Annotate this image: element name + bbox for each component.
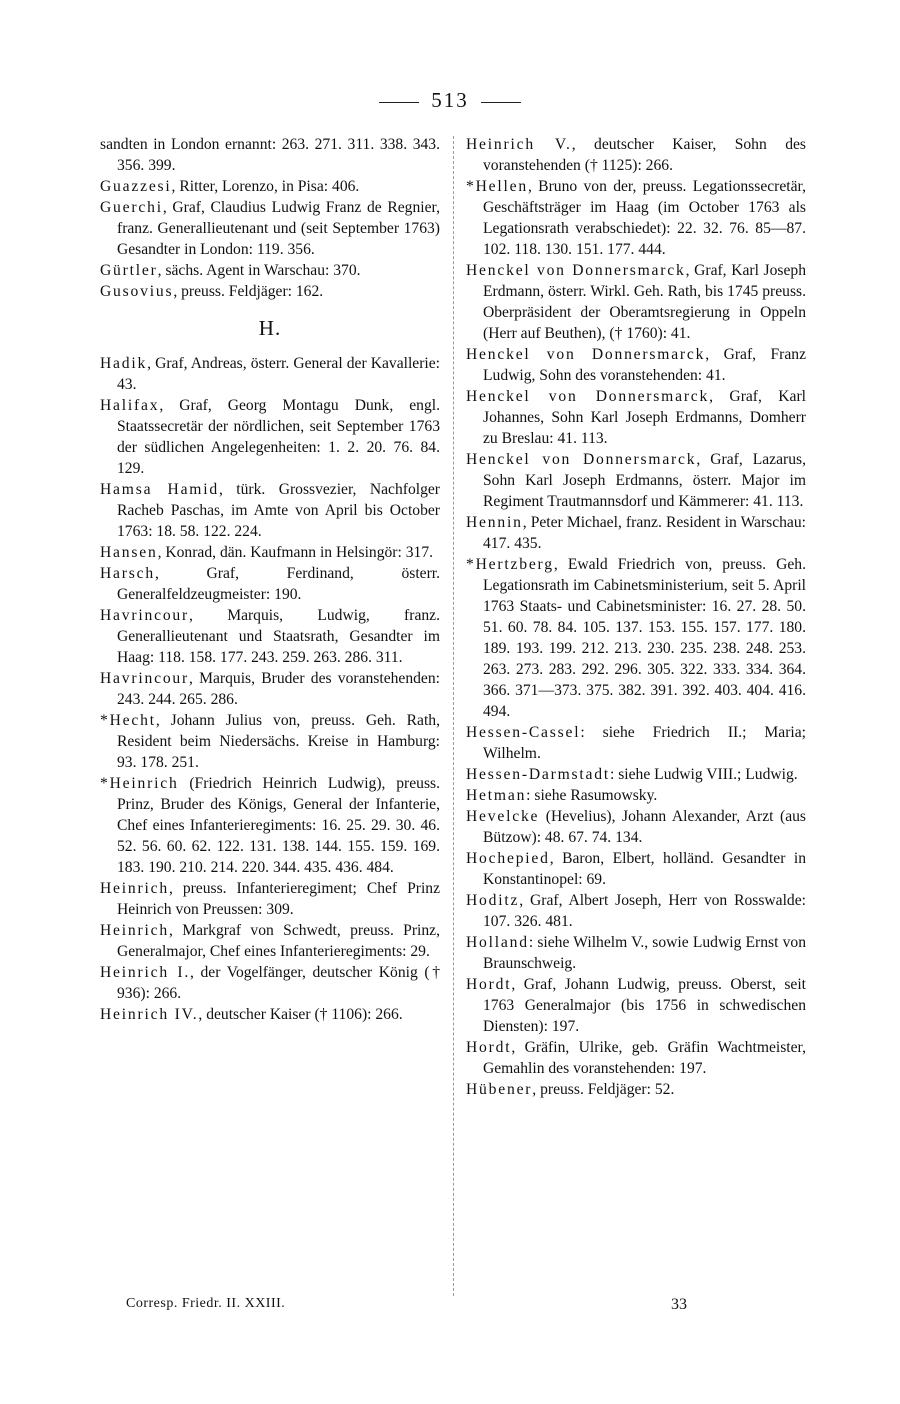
index-entry [466, 344, 806, 386]
entry-keyword: *Hellen [466, 178, 528, 195]
entry-keyword: *Hecht [100, 712, 156, 729]
footer-signature: Corresp. Friedr. II. XXIII. [126, 1296, 286, 1311]
entry-keyword: Hübener [466, 1081, 533, 1098]
entry-keyword: Heinrich I. [100, 964, 191, 981]
left-entries-after [100, 353, 440, 1025]
entry-keyword: Henckel von Donnersmarck [466, 262, 686, 279]
index-entry [466, 176, 806, 260]
entry-keyword: Hochepied [466, 850, 550, 867]
index-entry [100, 542, 440, 563]
entry-keyword: Henckel von Donnersmarck [466, 451, 697, 468]
entry-text: , deutscher Kaiser († 1106): 266. [198, 1006, 403, 1023]
entry-text: , sächs. Agent in Warschau: 370. [157, 262, 361, 279]
entry-keyword: Harsch [100, 565, 155, 582]
section-heading: H. [258, 316, 282, 340]
index-entry [466, 134, 806, 176]
entry-keyword: Heinrich IV. [100, 1006, 199, 1023]
index-entry [100, 563, 440, 605]
index-entry [100, 878, 440, 920]
entry-text: , Markgraf von Schwedt, preuss. Prinz, Generalmajor, Chef eines Infanterieregiments: 29. [117, 922, 440, 960]
entry-text: , Marquis, Ludwig, franz. Generallieutenant und Staatsrath, Gesandter im Haag: 118. 158. 177. 243. 259. 263. 286. 311. [117, 607, 440, 666]
entry-text: , Graf, Franz Ludwig, Sohn des voranstehenden: 41. [483, 346, 806, 384]
left-column [100, 134, 440, 1025]
entry-text: , Ewald Friedrich von, preuss. Geh. Legationsrath im Cabinetsministerium, seit 5. April 1763 Staats- und Cabinetsminister: 16. 27. 28. 50. 51. 60. 78. 84. 105. 137. 153. 155. 157. 177. 180. 189. 193. 199. 212. 213. 230. 235. 238. 248. 253. 263. 273. 283. 292. 296. 305. 322. 333. 334. 364. 366. 371—373. 375. 382. 391. 392. 403. 404. 416. 494. [483, 556, 806, 720]
entry-keyword: Hamsa Hamid [100, 481, 219, 498]
index-entry [100, 710, 440, 773]
entry-text: , preuss. Feldjäger: 52. [532, 1081, 675, 1098]
index-entry [466, 1037, 806, 1079]
index-entry [466, 890, 806, 932]
index-entry [466, 1079, 806, 1100]
index-entry [466, 722, 806, 764]
index-entry [100, 773, 440, 878]
right-column [466, 134, 806, 1100]
entry-text: : siehe Ludwig VIII.; Ludwig. [610, 766, 798, 783]
index-entry [466, 449, 806, 512]
header-rule-right [481, 102, 521, 103]
entry-keyword: Guerchi [100, 199, 163, 216]
entry-keyword: Hennin [466, 514, 523, 531]
header-rule-left [379, 102, 419, 103]
index-entry [466, 554, 806, 722]
entry-text: , Graf, Georg Montagu Dunk, engl. Staatssecretär der nördlichen, seit September 1763 der südlichen Angelegenheiten: 1. 2. 20. 76. 84. 129. [117, 397, 440, 477]
entry-text: , Graf, Albert Joseph, Herr von Rosswalde: 107. 326. 481. [483, 892, 806, 930]
index-entry [466, 260, 806, 344]
entry-text: , preuss. Infanterieregiment; Chef Prinz Heinrich von Preussen: 309. [117, 880, 440, 918]
entry-keyword: Henckel von Donnersmarck [466, 388, 710, 405]
entry-text: : siehe Rasumowsky. [526, 787, 658, 804]
entry-keyword: Holland [466, 934, 529, 951]
index-entry [466, 806, 806, 848]
entry-text: , Graf, Karl Joseph Erdmann, österr. Wirkl. Geh. Rath, bis 1745 preuss. Oberpräsident der Oberamtsregierung in Oppeln (Herr auf Beuthen), († 1760): 41. [483, 262, 806, 342]
entry-text: , Johann Julius von, preuss. Geh. Rath, Resident beim Niedersächs. Kreise in Hamburg: 93. 178. 251. [117, 712, 440, 771]
entry-text: , Marquis, Bruder des voranstehenden: 243. 244. 265. 286. [117, 670, 440, 708]
entry-text: , Konrad, dän. Kaufmann in Helsingör: 317. [157, 544, 434, 561]
entry-text: , Graf, Johann Ludwig, preuss. Oberst, seit 1763 Generalmajor (bis 1756 in schwedischen Diensten): 197. [483, 976, 806, 1035]
entry-keyword: Hessen-Darmstadt [466, 766, 610, 783]
entry-text: , türk. Grossvezier, Nachfolger Racheb Paschas, im Amte von April bis October 1763: 18. 58. 122. 224. [117, 481, 440, 540]
entry-keyword: Havrincour [100, 670, 190, 687]
index-entry [100, 962, 440, 1004]
index-entry [100, 605, 440, 668]
index-entry [466, 848, 806, 890]
entry-text: (Hevelius), Johann Alexander, Arzt (aus Bützow): 48. 67. 74. 134. [483, 808, 806, 846]
entry-keyword: Havrincour [100, 607, 190, 624]
index-entry [100, 281, 440, 302]
index-entry [100, 920, 440, 962]
page-number: 513 [431, 88, 469, 112]
entry-keyword: *Hertzberg [466, 556, 554, 573]
page-header [0, 88, 900, 113]
entry-keyword: Hoditz [466, 892, 520, 909]
entry-keyword: Heinrich [100, 880, 169, 897]
footer-sheet-number: 33 [671, 1296, 687, 1313]
entry-keyword: Hordt [466, 1039, 512, 1056]
entry-keyword: Halifax [100, 397, 160, 414]
entry-text: , Graf, Claudius Ludwig Franz de Regnier, franz. Generallieutenant und (seit September 1763) Gesandter in London: 119. 356. [117, 199, 440, 258]
entry-text: : siehe Friedrich II.; Maria; Wilhelm. [483, 724, 806, 762]
entry-text: , Graf, Karl Johannes, Sohn Karl Joseph Erdmanns, Domherr zu Breslau: 41. 113. [483, 388, 807, 447]
index-entry [100, 260, 440, 281]
entry-keyword: Hadik [100, 355, 148, 372]
entry-keyword: Hansen [100, 544, 158, 561]
index-entry [100, 395, 440, 479]
column-divider [453, 136, 454, 1296]
entry-text: , Peter Michael, franz. Resident in Warschau: 417. 435. [483, 514, 806, 552]
index-entry [100, 1004, 440, 1025]
index-entry [466, 974, 806, 1037]
entry-text: , Baron, Elbert, holländ. Gesandter in Konstantinopel: 69. [483, 850, 806, 888]
entry-keyword: Hessen-Cassel [466, 724, 581, 741]
entry-keyword: Heinrich [100, 922, 169, 939]
entry-keyword: Guazzesi [100, 178, 172, 195]
entry-text: sandten in London ernannt: 263. 271. 311. 338. 343. 356. 399. [100, 136, 440, 174]
entry-keyword: Henckel von Donnersmarck [466, 346, 706, 363]
index-entry [100, 479, 440, 542]
index-entry [466, 932, 806, 974]
entry-text: : siehe Wilhelm V., sowie Ludwig Ernst von Braunschweig. [483, 934, 806, 972]
index-entry [100, 176, 440, 197]
index-entry [100, 197, 440, 260]
left-entries-before [100, 134, 440, 302]
entry-keyword: Hordt [466, 976, 512, 993]
entry-text: , Graf, Lazarus, Sohn Karl Joseph Erdmanns, österr. Major im Regiment Trautmannsdorf und Kämmerer: 41. 113. [483, 451, 806, 510]
index-entry [100, 134, 440, 176]
entry-text: (Friedrich Heinrich Ludwig), preuss. Prinz, Bruder des Königs, General der Infanterie, Chef eines Infanterieregiments: 16. 25. 29. 30. 46. 52. 56. 60. 62. 122. 131. 138. 144. 155. 159. 169. 183. 190. 210. 214. 220. 344. 435. 436. 484. [117, 775, 440, 876]
entry-text: , der Vogelfänger, deutscher König († 936): 266. [117, 964, 440, 1002]
entry-keyword: Heinrich V. [466, 136, 572, 153]
entry-text: , Ritter, Lorenzo, in Pisa: 406. [171, 178, 360, 195]
entry-text: , Graf, Ferdinand, österr. Generalfeldzeugmeister: 190. [117, 565, 440, 603]
index-entry [100, 668, 440, 710]
index-entry [466, 764, 806, 785]
right-entries [466, 134, 806, 1100]
index-entry [466, 386, 806, 449]
entry-keyword: *Heinrich [100, 775, 179, 792]
entry-keyword: Hevelcke [466, 808, 540, 825]
entry-keyword: Hetman [466, 787, 527, 804]
entry-text: , preuss. Feldjäger: 162. [173, 283, 324, 300]
entry-keyword: Gürtler [100, 262, 158, 279]
index-entry [466, 785, 806, 806]
entry-text: , Graf, Andreas, österr. General der Kavallerie: 43. [117, 355, 440, 393]
entry-text: , Gräfin, Ulrike, geb. Gräfin Wachtmeister, Gemahlin des voranstehenden: 197. [483, 1039, 806, 1077]
entry-keyword: Gusovius [100, 283, 174, 300]
index-entry [100, 353, 440, 395]
entry-text: , deutscher Kaiser, Sohn des voranstehenden († 1125): 266. [483, 136, 806, 174]
index-entry [466, 512, 806, 554]
entry-text: , Bruno von der, preuss. Legationssecretär, Geschäftsträger im Haag (im October 1763 als Legationsrath verabschiedet): 22. 32. 76. 85—87. 102. 118. 130. 151. 177. 444. [483, 178, 806, 258]
